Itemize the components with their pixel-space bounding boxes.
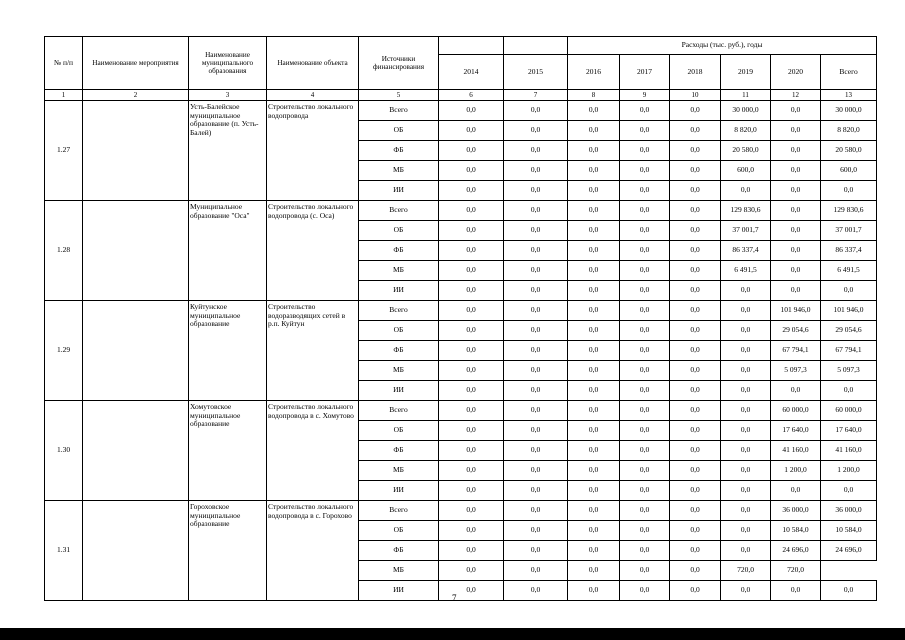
value-cell: 0,0	[620, 541, 670, 561]
value-cell: 0,0	[568, 341, 620, 361]
value-cell: 0,0	[439, 161, 504, 181]
value-cell: 101 946,0	[771, 301, 821, 321]
value-cell: 24 696,0	[821, 541, 877, 561]
value-cell: 0,0	[670, 421, 721, 441]
value-cell: 0,0	[504, 201, 568, 221]
value-cell: 36 000,0	[771, 501, 821, 521]
value-cell: 0,0	[670, 581, 721, 601]
value-cell: 86 337,4	[821, 241, 877, 261]
column-number: 9	[620, 90, 670, 101]
value-cell: 0,0	[670, 561, 721, 581]
header-year: 2020	[771, 55, 821, 90]
value-cell: 0,0	[504, 301, 568, 321]
value-cell: 0,0	[620, 341, 670, 361]
value-cell: 8 820,0	[821, 121, 877, 141]
value-cell: 0,0	[771, 101, 821, 121]
value-cell: 0,0	[620, 181, 670, 201]
header-object: Наименование объекта	[267, 37, 359, 90]
value-cell: 0,0	[721, 341, 771, 361]
value-cell: 0,0	[821, 281, 877, 301]
value-cell: 0,0	[821, 181, 877, 201]
table-row	[45, 101, 877, 121]
value-cell: 60 000,0	[771, 401, 821, 421]
value-cell: 10 584,0	[771, 521, 821, 541]
value-cell: 0,0	[670, 521, 721, 541]
value-cell: 0,0	[439, 101, 504, 121]
value-cell: 20 580,0	[721, 141, 771, 161]
source-cell: МБ	[359, 461, 439, 481]
value-cell: 0,0	[568, 561, 620, 581]
column-number: 6	[439, 90, 504, 101]
value-cell: 0,0	[771, 201, 821, 221]
value-cell: 720,0	[771, 561, 821, 581]
object-cell: Строительство локального водопровода в с. Хомутово	[267, 401, 359, 501]
value-cell: 0,0	[620, 501, 670, 521]
value-cell: 129 830,6	[721, 201, 771, 221]
object-cell: Строительство локального водопровода	[267, 101, 359, 201]
value-cell: 1 200,0	[821, 461, 877, 481]
value-cell: 0,0	[504, 241, 568, 261]
table-row	[45, 301, 877, 321]
value-cell: 0,0	[670, 201, 721, 221]
value-cell: 101 946,0	[821, 301, 877, 321]
value-cell: 0,0	[439, 121, 504, 141]
value-cell: 0,0	[771, 141, 821, 161]
value-cell: 0,0	[568, 301, 620, 321]
value-cell: 0,0	[620, 201, 670, 221]
value-cell: 0,0	[568, 121, 620, 141]
source-cell: ИИ	[359, 181, 439, 201]
value-cell: 0,0	[439, 421, 504, 441]
value-cell: 0,0	[568, 461, 620, 481]
value-cell: 20 580,0	[821, 141, 877, 161]
value-cell: 0,0	[620, 241, 670, 261]
source-cell: МБ	[359, 261, 439, 281]
value-cell: 0,0	[620, 281, 670, 301]
value-cell: 0,0	[620, 101, 670, 121]
value-cell: 0,0	[439, 281, 504, 301]
value-cell: 0,0	[620, 221, 670, 241]
source-cell: Всего	[359, 201, 439, 221]
object-cell: Строительство локального водопровода в с. Горохово	[267, 501, 359, 601]
value-cell: 0,0	[721, 441, 771, 461]
value-cell: 0,0	[439, 581, 504, 601]
value-cell: 0,0	[721, 521, 771, 541]
source-cell: ОБ	[359, 421, 439, 441]
source-cell: ИИ	[359, 381, 439, 401]
value-cell: 0,0	[821, 481, 877, 501]
value-cell: 0,0	[721, 481, 771, 501]
row-number: 1.29	[45, 301, 83, 401]
value-cell: 0,0	[504, 261, 568, 281]
value-cell: 0,0	[439, 361, 504, 381]
value-cell: 720,0	[721, 561, 771, 581]
value-cell: 0,0	[568, 321, 620, 341]
value-cell: 17 640,0	[821, 421, 877, 441]
municipality-cell: Муниципальное образование "Оса"	[189, 201, 267, 301]
source-cell: Всего	[359, 401, 439, 421]
value-cell: 0,0	[439, 501, 504, 521]
source-cell: Всего	[359, 501, 439, 521]
value-cell: 0,0	[670, 281, 721, 301]
value-cell: 29 054,6	[771, 321, 821, 341]
header-year: 2015	[504, 55, 568, 90]
source-cell: ИИ	[359, 581, 439, 601]
source-cell: ОБ	[359, 221, 439, 241]
value-cell: 0,0	[504, 181, 568, 201]
value-cell: 0,0	[439, 401, 504, 421]
value-cell: 0,0	[620, 441, 670, 461]
value-cell: 0,0	[771, 281, 821, 301]
value-cell: 0,0	[821, 381, 877, 401]
source-cell: ФБ	[359, 141, 439, 161]
value-cell: 0,0	[439, 241, 504, 261]
value-cell: 0,0	[670, 461, 721, 481]
column-number: 11	[721, 90, 771, 101]
source-cell: МБ	[359, 361, 439, 381]
municipality-cell: Куйтунское муниципальное образование	[189, 301, 267, 401]
value-cell: 0,0	[504, 141, 568, 161]
value-cell: 0,0	[670, 101, 721, 121]
value-cell: 0,0	[568, 101, 620, 121]
municipality-cell: Хомутовское муниципальное образование	[189, 401, 267, 501]
value-cell: 41 160,0	[771, 441, 821, 461]
value-cell: 0,0	[439, 481, 504, 501]
value-cell: 0,0	[439, 461, 504, 481]
value-cell: 0,0	[620, 161, 670, 181]
value-cell: 0,0	[670, 321, 721, 341]
value-cell: 0,0	[670, 541, 721, 561]
value-cell: 0,0	[721, 581, 771, 601]
table-row	[45, 401, 877, 421]
value-cell: 0,0	[504, 561, 568, 581]
value-cell: 0,0	[620, 261, 670, 281]
source-cell: ОБ	[359, 521, 439, 541]
source-cell: ИИ	[359, 281, 439, 301]
value-cell: 0,0	[504, 401, 568, 421]
value-cell: 0,0	[439, 141, 504, 161]
value-cell: 60 000,0	[821, 401, 877, 421]
value-cell: 0,0	[568, 221, 620, 241]
value-cell: 0,0	[504, 521, 568, 541]
value-cell: 0,0	[568, 381, 620, 401]
value-cell: 0,0	[721, 301, 771, 321]
value-cell: 0,0	[439, 321, 504, 341]
column-number: 4	[267, 90, 359, 101]
value-cell: 0,0	[439, 541, 504, 561]
value-cell: 0,0	[620, 361, 670, 381]
value-cell: 0,0	[504, 361, 568, 381]
value-cell: 8 820,0	[721, 121, 771, 141]
value-cell: 30 000,0	[821, 101, 877, 121]
value-cell: 600,0	[721, 161, 771, 181]
value-cell: 0,0	[821, 581, 877, 601]
value-cell: 6 491,5	[721, 261, 771, 281]
value-cell: 0,0	[568, 161, 620, 181]
header-municipality: Наименование муниципального образования	[189, 37, 267, 90]
value-cell: 0,0	[568, 141, 620, 161]
column-number: 1	[45, 90, 83, 101]
value-cell: 0,0	[670, 221, 721, 241]
source-cell: ФБ	[359, 541, 439, 561]
value-cell: 0,0	[771, 381, 821, 401]
header-year: 2017	[620, 55, 670, 90]
value-cell: 0,0	[620, 521, 670, 541]
event-cell	[83, 101, 189, 201]
source-cell: ОБ	[359, 321, 439, 341]
value-cell: 0,0	[504, 121, 568, 141]
object-cell: Строительство водоразводящих сетей в р.п. Куйтун	[267, 301, 359, 401]
value-cell: 0,0	[620, 581, 670, 601]
value-cell: 0,0	[670, 501, 721, 521]
value-cell: 0,0	[568, 421, 620, 441]
value-cell: 0,0	[771, 241, 821, 261]
event-cell	[83, 301, 189, 401]
source-cell: МБ	[359, 161, 439, 181]
value-cell: 0,0	[504, 221, 568, 241]
value-cell: 0,0	[771, 181, 821, 201]
source-cell: Всего	[359, 301, 439, 321]
value-cell: 0,0	[504, 341, 568, 361]
value-cell: 0,0	[670, 241, 721, 261]
event-cell	[83, 501, 189, 601]
value-cell: 0,0	[568, 481, 620, 501]
object-cell: Строительство локального водопровода (с. Оса)	[267, 201, 359, 301]
value-cell: 1 200,0	[771, 461, 821, 481]
source-cell: ОБ	[359, 121, 439, 141]
value-cell: 0,0	[721, 501, 771, 521]
value-cell: 17 640,0	[771, 421, 821, 441]
value-cell: 86 337,4	[721, 241, 771, 261]
value-cell: 37 001,7	[721, 221, 771, 241]
column-number: 2	[83, 90, 189, 101]
event-cell	[83, 201, 189, 301]
value-cell: 0,0	[620, 381, 670, 401]
value-cell: 0,0	[504, 501, 568, 521]
value-cell: 0,0	[670, 301, 721, 321]
value-cell: 24 696,0	[771, 541, 821, 561]
value-cell: 0,0	[721, 321, 771, 341]
value-cell: 0,0	[670, 381, 721, 401]
value-cell: 0,0	[504, 161, 568, 181]
value-cell: 36 000,0	[821, 501, 877, 521]
value-cell: 41 160,0	[821, 441, 877, 461]
value-cell: 0,0	[620, 321, 670, 341]
value-cell: 0,0	[670, 481, 721, 501]
value-cell: 0,0	[439, 521, 504, 541]
value-cell: 0,0	[721, 181, 771, 201]
column-number: 3	[189, 90, 267, 101]
value-cell: 37 001,7	[821, 221, 877, 241]
value-cell: 0,0	[771, 581, 821, 601]
value-cell: 0,0	[504, 381, 568, 401]
value-cell: 0,0	[504, 281, 568, 301]
value-cell: 0,0	[568, 501, 620, 521]
value-cell: 0,0	[504, 461, 568, 481]
value-cell: 0,0	[504, 101, 568, 121]
value-cell: 0,0	[568, 521, 620, 541]
value-cell: 5 097,3	[771, 361, 821, 381]
value-cell: 0,0	[504, 321, 568, 341]
value-cell: 0,0	[504, 541, 568, 561]
value-cell: 0,0	[721, 401, 771, 421]
table-row	[45, 201, 877, 221]
header-expenses: Расходы (тыс. руб.), годы	[568, 37, 877, 55]
value-cell: 5 097,3	[821, 361, 877, 381]
value-cell: 0,0	[721, 421, 771, 441]
header-year: 2016	[568, 55, 620, 90]
source-cell: ФБ	[359, 441, 439, 461]
value-cell: 67 794,1	[821, 341, 877, 361]
event-cell	[83, 401, 189, 501]
source-cell: Всего	[359, 101, 439, 121]
source-cell: ФБ	[359, 341, 439, 361]
value-cell: 0,0	[670, 141, 721, 161]
value-cell: 0,0	[620, 401, 670, 421]
value-cell: 0,0	[439, 561, 504, 581]
value-cell: 29 054,6	[821, 321, 877, 341]
value-cell: 67 794,1	[771, 341, 821, 361]
value-cell: 0,0	[620, 481, 670, 501]
value-cell: 6 491,5	[821, 261, 877, 281]
value-cell: 0,0	[620, 461, 670, 481]
row-number: 1.31	[45, 501, 83, 601]
value-cell: 0,0	[721, 541, 771, 561]
value-cell: 0,0	[568, 541, 620, 561]
value-cell: 0,0	[568, 201, 620, 221]
source-cell: ИИ	[359, 481, 439, 501]
value-cell: 0,0	[670, 441, 721, 461]
value-cell: 0,0	[721, 281, 771, 301]
value-cell: 0,0	[439, 441, 504, 461]
expenses-table	[44, 36, 877, 601]
value-cell: 0,0	[771, 121, 821, 141]
value-cell: 0,0	[670, 341, 721, 361]
column-number: 13	[821, 90, 877, 101]
value-cell: 10 584,0	[821, 521, 877, 541]
value-cell: 0,0	[568, 181, 620, 201]
header-event: Наименование мероприятия	[83, 37, 189, 90]
value-cell: 0,0	[620, 561, 670, 581]
value-cell: 0,0	[439, 221, 504, 241]
page-number: 7	[452, 593, 457, 603]
value-cell: 0,0	[771, 161, 821, 181]
municipality-cell: Гороховское муниципальное образование	[189, 501, 267, 601]
value-cell: 129 830,6	[821, 201, 877, 221]
header-blank	[439, 37, 504, 55]
value-cell: 0,0	[439, 181, 504, 201]
source-cell: ФБ	[359, 241, 439, 261]
value-cell: 0,0	[620, 421, 670, 441]
value-cell: 0,0	[670, 401, 721, 421]
header-year: 2014	[439, 55, 504, 90]
value-cell: 0,0	[620, 301, 670, 321]
value-cell: 0,0	[771, 481, 821, 501]
header-blank	[504, 37, 568, 55]
row-number: 1.28	[45, 201, 83, 301]
value-cell: 0,0	[670, 181, 721, 201]
value-cell: 0,0	[439, 201, 504, 221]
column-number: 8	[568, 90, 620, 101]
row-number: 1.27	[45, 101, 83, 201]
value-cell: 600,0	[821, 161, 877, 181]
source-cell: МБ	[359, 561, 439, 581]
value-cell: 0,0	[568, 441, 620, 461]
value-cell: 0,0	[721, 381, 771, 401]
header-year: 2019	[721, 55, 771, 90]
table-row	[45, 501, 877, 521]
value-cell: 0,0	[439, 341, 504, 361]
value-cell: 0,0	[504, 441, 568, 461]
header-year: 2018	[670, 55, 721, 90]
value-cell: 30 000,0	[721, 101, 771, 121]
value-cell: 0,0	[721, 361, 771, 381]
value-cell: 0,0	[568, 281, 620, 301]
value-cell: 0,0	[670, 161, 721, 181]
value-cell: 0,0	[568, 241, 620, 261]
value-cell: 0,0	[670, 261, 721, 281]
header-num: № п/п	[45, 37, 83, 90]
value-cell: 0,0	[670, 361, 721, 381]
header-year: Всего	[821, 55, 877, 90]
column-number: 10	[670, 90, 721, 101]
column-number: 5	[359, 90, 439, 101]
value-cell: 0,0	[568, 361, 620, 381]
value-cell: 0,0	[771, 221, 821, 241]
header-sources: Источники финансирования	[359, 37, 439, 90]
value-cell: 0,0	[620, 121, 670, 141]
value-cell: 0,0	[568, 261, 620, 281]
value-cell: 0,0	[721, 461, 771, 481]
municipality-cell: Усть-Балейское муниципальное образование (п. Усть-Балей)	[189, 101, 267, 201]
value-cell: 0,0	[568, 401, 620, 421]
value-cell: 0,0	[771, 261, 821, 281]
row-number: 1.30	[45, 401, 83, 501]
value-cell: 0,0	[504, 421, 568, 441]
value-cell: 0,0	[568, 581, 620, 601]
column-number: 12	[771, 90, 821, 101]
column-number: 7	[504, 90, 568, 101]
value-cell: 0,0	[504, 581, 568, 601]
value-cell: 0,0	[504, 481, 568, 501]
value-cell: 0,0	[439, 381, 504, 401]
value-cell: 0,0	[439, 261, 504, 281]
value-cell: 0,0	[620, 141, 670, 161]
value-cell: 0,0	[439, 301, 504, 321]
value-cell: 0,0	[670, 121, 721, 141]
